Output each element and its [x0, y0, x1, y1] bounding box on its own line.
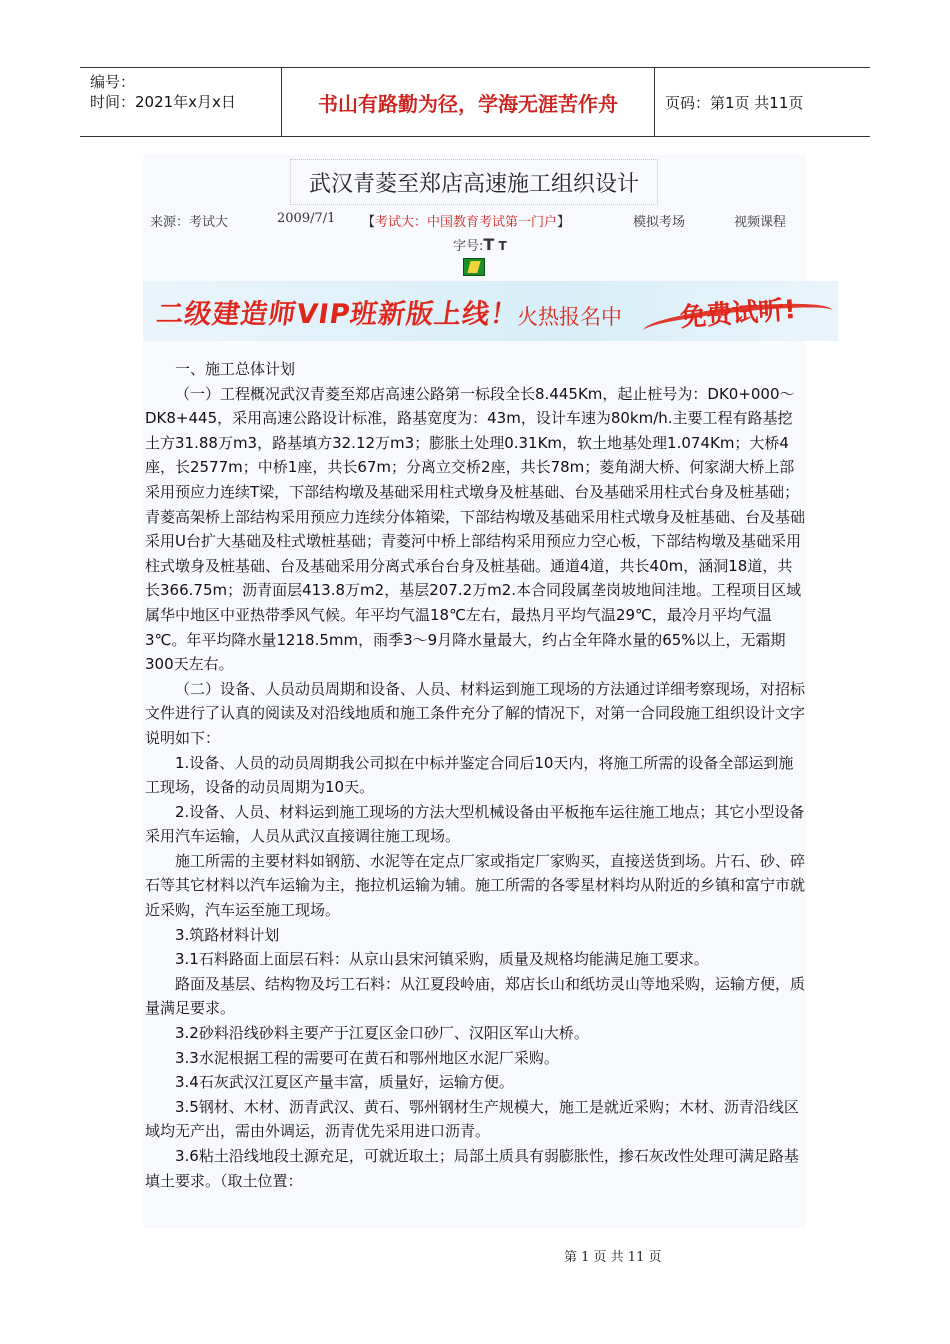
tag-open: 【	[362, 215, 376, 230]
paragraph: 3.筑路材料计划	[175, 925, 280, 944]
banner-sub-text: 火热报名中	[517, 305, 622, 329]
article-date: 2009/7/1	[277, 211, 336, 226]
font-size-control	[453, 235, 507, 254]
font-size-label: 字号:	[453, 239, 484, 254]
font-size-large-button[interactable]: T	[483, 235, 495, 254]
page-header	[80, 67, 870, 137]
paragraph: 一、施工总体计划	[175, 360, 296, 378]
motto: 书山有路勤为径，学海无涯苦作舟	[282, 68, 655, 136]
paragraph: 路面及基层、结构物及圬工石料：从江夏段岭庙，郑店长山和纸坊灵山等地采购，运输方便，质量满足要求。	[145, 974, 806, 1018]
paragraph: 3.2砂料沿线砂料主要产于江夏区金口砂厂、汉阳区军山大桥。	[175, 1024, 589, 1043]
font-size-small-button[interactable]: T	[498, 239, 507, 253]
link-exam[interactable]: 模拟考场	[633, 215, 686, 230]
paragraph: （二）设备、人员动员周期和设备、人员、材料运到施工现场的方法通过详细考察现场，对招标文件进行了认真的阅读及对沿线地质和施工条件充分了解的情况下，对第一合同段施工组织设计文字说明如下：	[145, 679, 806, 747]
page-info: 页码：第1页 共11页	[665, 93, 804, 112]
article-source: 来源：考试大	[150, 215, 229, 230]
paragraph: 3.1石料路面上面层石料：从京山县宋河镇采购，质量及规格均能满足施工要求。	[175, 950, 709, 969]
paragraph: 3.6粘土沿线地段土源充足，可就近取土；局部土质具有弱膨胀性，掺石灰改性处理可满足路基填土要求。（取土位置：	[145, 1147, 799, 1190]
paragraph: （一）工程概况武汉青菱至郑店高速公路第一标段全长8.445Km，起止桩号为：DK0+000～DK8+445，采用高速公路设计标准，路基宽度为：43m，设计车速为80km/h.主要工程有路基挖土方31.88万m3，路基填方32.12万m3；膨胀土处理0.31Km，软土地基处理1.074Km；大桥4座，长2577m；中桥1座，共长67m；分离立交桥2座，共长78m；菱角湖大桥、何家湖大桥上部采用预应力连续T梁，下部结构墩及基础采用柱式墩身及桩基础、台及基础采用柱式台身及桩基础；青菱高架桥上部结构采用预应力连续分体箱梁，下部结构墩及基础采用柱式墩身及桩基础、台及基础采用U台扩大基础及柱式墩桩基础；青菱河中桥上部结构采用预应力空心板，下部结构墩及基础采用柱式墩身及桩基础、台及基础采用分离式承台台身及桩基础。通道4道，共长40m，涵洞18道，共长366.75m；沥青面层413.8万m2，基层207.2万m2.本合同段属垄岗坡地间洼地。工程项目区域属华中地区中亚热带季风气候。年平均气温18℃左右，最热月平均气温29℃，最冷月平均气温3℃。年平均降水量1218.5mm，雨季3～9月降水量最大，约占全年降水量的65%以上，无霜期300天左右。	[145, 384, 806, 674]
paragraph: 3.4石灰武汉江夏区产量丰富，质量好，运输方便。	[175, 1073, 514, 1092]
paragraph: 3.3水泥根据工程的需要可在黄石和鄂州地区水泥厂采购。	[175, 1048, 559, 1067]
tag-close: 】	[557, 215, 571, 230]
tag-text: 考试大：中国教育考试第一门户	[375, 215, 558, 230]
ad-banner[interactable]	[143, 281, 838, 341]
paragraph: 2.设备、人员、材料运到施工现场的方法大型机械设备由平板拖车运往施工地点；其它小型设备采用汽车运输，人员从武汉直接调往施工现场。	[145, 802, 805, 846]
article-tag[interactable]	[362, 211, 570, 230]
article-body	[145, 357, 805, 1193]
header-left-cell	[80, 68, 282, 136]
code-label: 编号：	[90, 73, 136, 91]
paragraph: 3.5钢材、木材、沥青武汉、黄石、鄂州钢材生产规模大，施工是就近采购；木材、沥青沿线区域均无产出，需由外调运，沥青优先采用进口沥青。	[145, 1097, 799, 1141]
page-footer: 第 1 页 共 11 页	[564, 1250, 662, 1265]
banner-cta[interactable]: 免费试听!	[679, 294, 797, 334]
paragraph: 施工所需的主要材料如钢筋、水泥等在定点厂家或指定厂家购买，直接送货到场。片石、砂、碎石等其它材料以汽车运输为主，拖拉机运输为辅。施工所需的各零星材料均从附近的乡镇和富宁市就近采购，汽车运至施工现场。	[145, 851, 806, 920]
paragraph: 1.设备、人员的动员周期我公司拟在中标并鉴定合同后10天内，将施工所需的设备全部运到施工现场，设备的动员周期为10天。	[145, 753, 794, 797]
pen-icon[interactable]	[463, 258, 485, 276]
time-label: 时间：2021年x月x日	[90, 93, 236, 111]
article-title: 武汉青菱至郑店高速施工组织设计	[290, 159, 658, 205]
banner-main-text: 二级建造师VIP班新版上线！	[154, 299, 521, 330]
link-video[interactable]: 视频课程	[734, 215, 787, 230]
